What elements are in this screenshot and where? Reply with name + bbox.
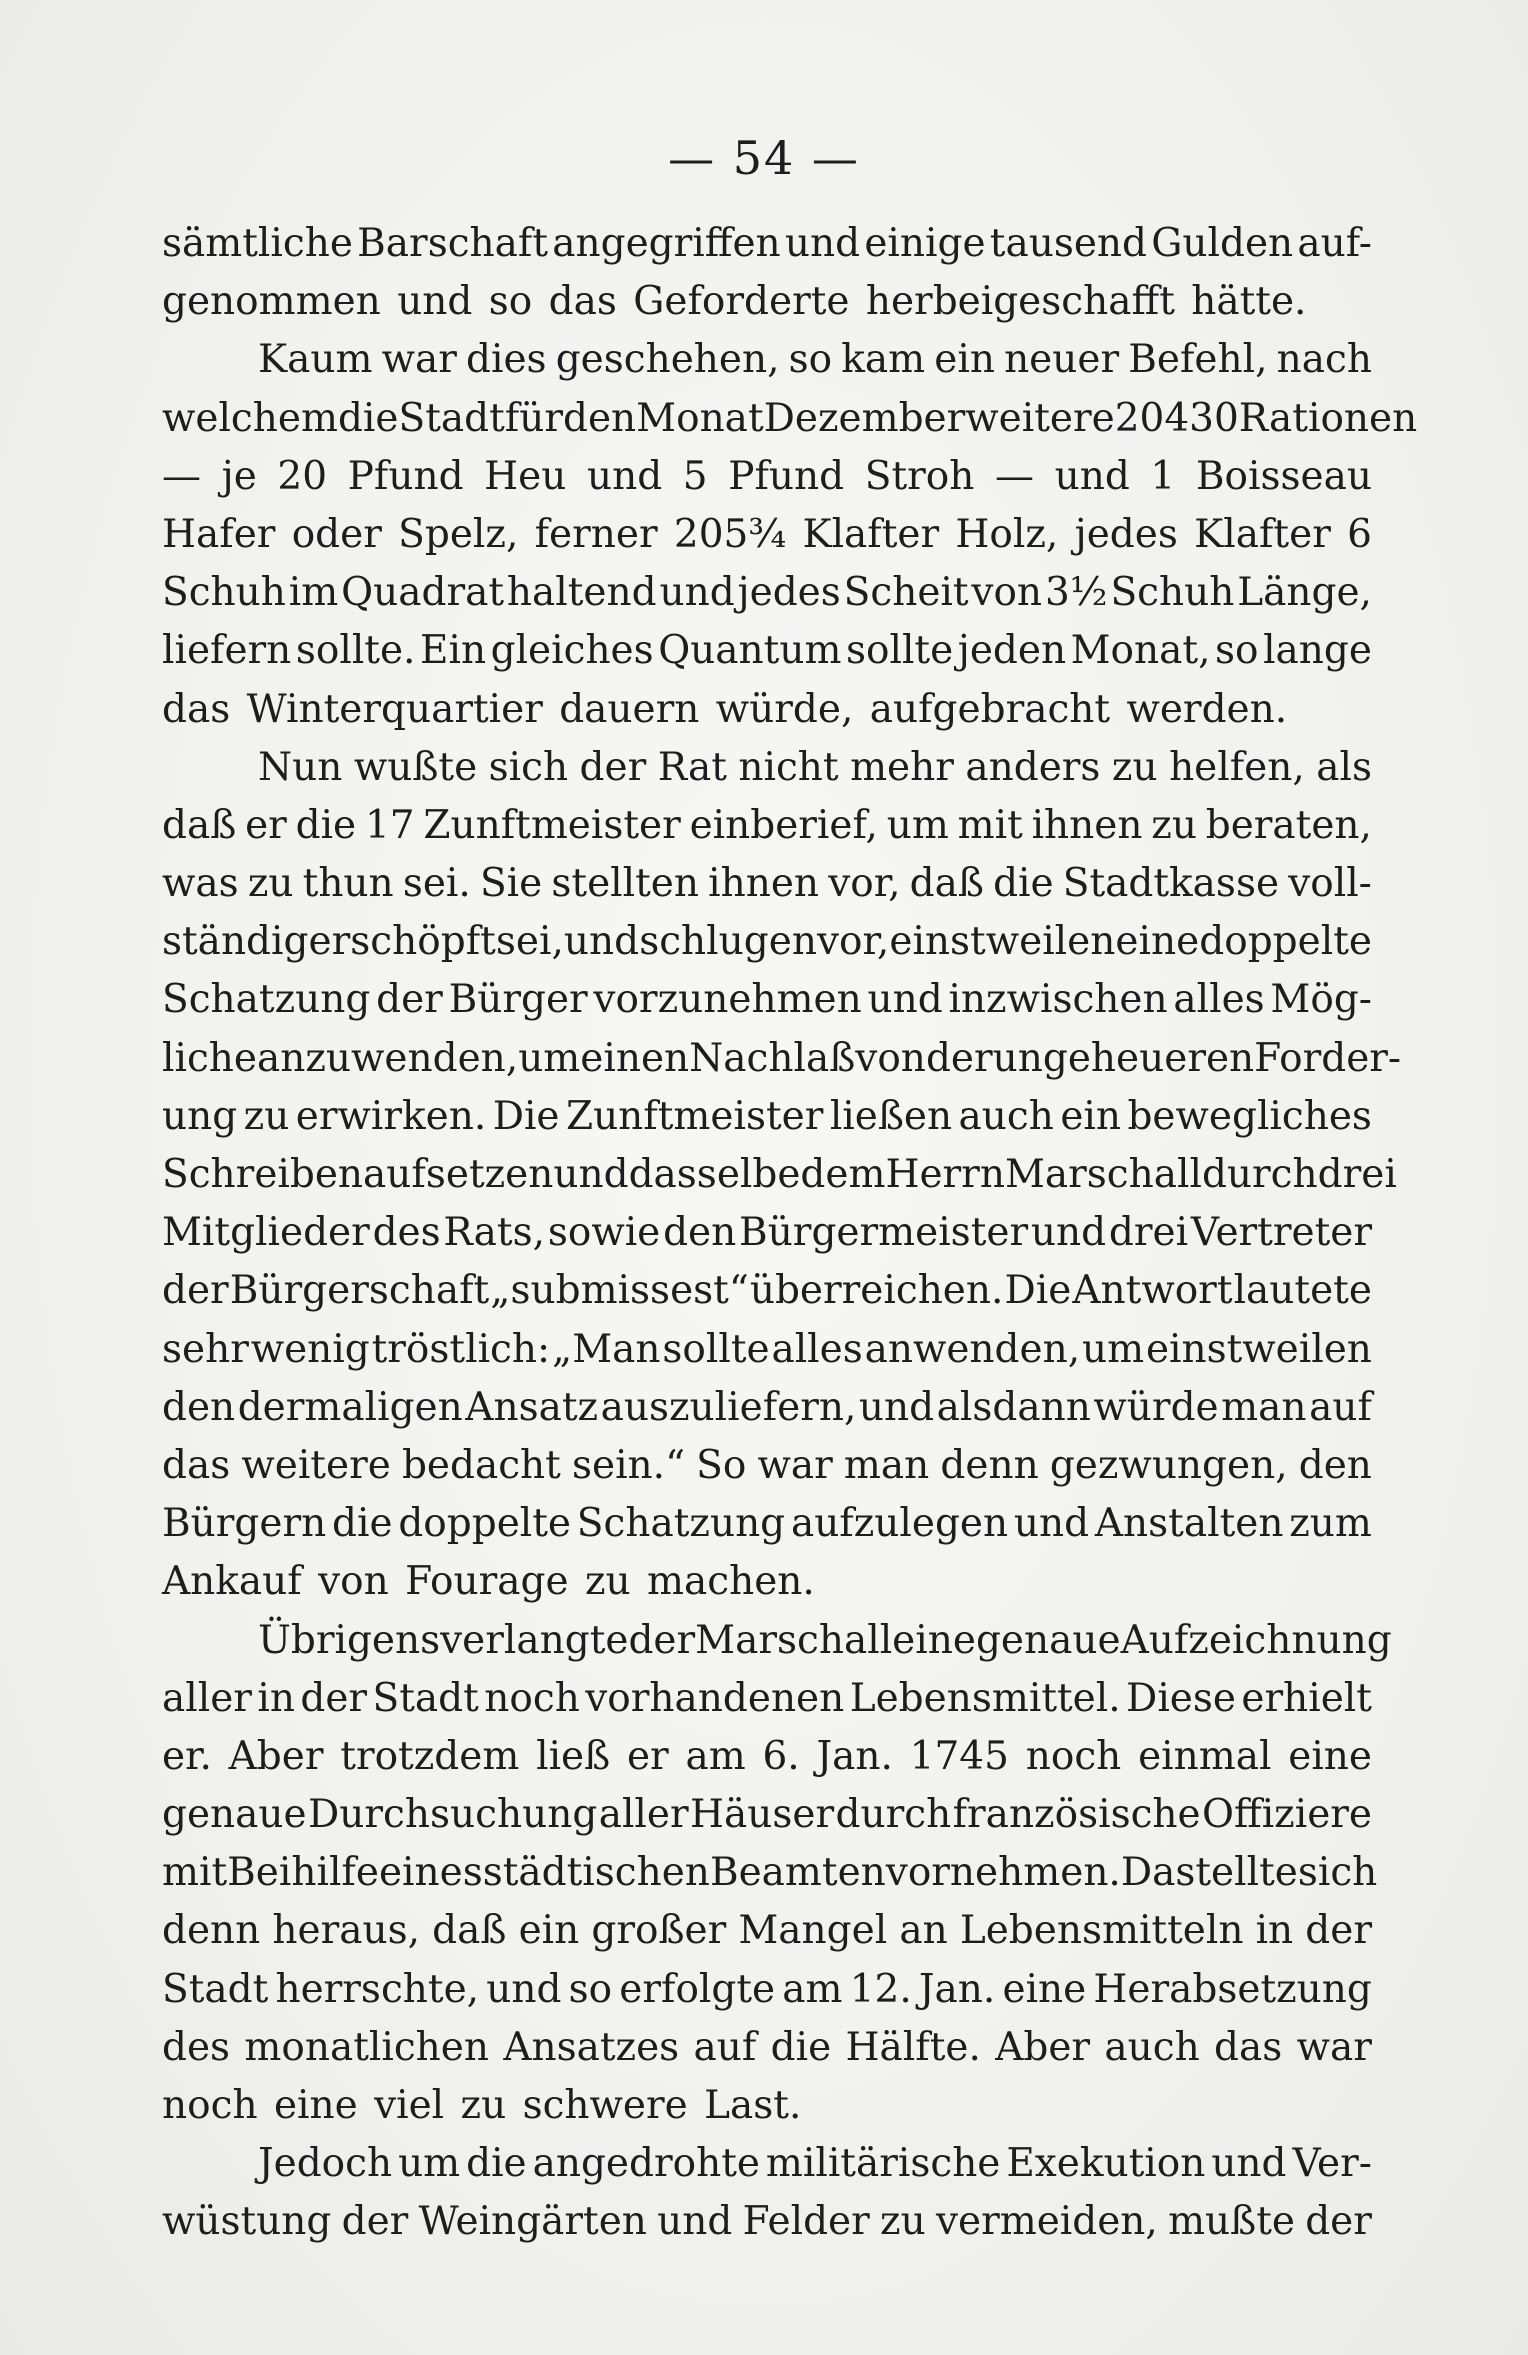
text-line: sämtliche Barschaft angegriffen und einige tausend Gulden auf-: [162, 221, 1372, 266]
text-line: Schuh im Quadrat haltend und jedes Scheit von 3½ Schuh Länge,: [162, 570, 1372, 616]
text-line: mit Beihilfe eines städtischen Beamten vornehmen. Da stellte sich: [162, 1850, 1378, 1896]
text-line: das weitere bedacht sein.“ So war man denn gezwungen, den: [162, 1442, 1372, 1488]
text-line: welchem die Stadt für den Monat Dezember weitere 20430 Rationen: [162, 395, 1418, 441]
text-line: noch eine viel zu schwere Last.: [162, 2083, 802, 2128]
text-line: ung zu erwirken. Die Zunftmeister ließen auch ein bewegliches: [162, 1093, 1372, 1139]
text-line: des monatlichen Ansatzes auf die Hälfte. Aber auch das war: [162, 2024, 1372, 2070]
text-line: Kaum war dies geschehen, so kam ein neuer Befehl, nach: [258, 337, 1372, 383]
text-line: den dermaligen Ansatz auszuliefern, und alsdann würde man auf: [162, 1384, 1372, 1430]
text-line: liefern sollte. Ein gleiches Quantum sollte jeden Monat, so lange: [162, 628, 1372, 674]
text-line: wüstung der Weingärten und Felder zu vermeiden, mußte der: [162, 2199, 1372, 2245]
text-line: Jedoch um die angedrohte militärische Exekution und Ver-: [258, 2141, 1372, 2187]
text-line: Stadt herrschte, und so erfolgte am 12. Jan. eine Herabsetzung: [162, 1966, 1372, 2012]
text-line: genaue Durchsuchung aller Häuser durch französische Offiziere: [162, 1792, 1372, 1838]
text-line: sehr wenig tröstlich: „Man sollte alles anwenden, um einstweilen: [162, 1326, 1372, 1372]
text-line: Mitglieder des Rats, sowie den Bürgermeister und drei Vertreter: [162, 1210, 1372, 1256]
text-line: Bürgern die doppelte Schatzung aufzulegen und Anstalten zum: [162, 1501, 1372, 1547]
text-line: daß er die 17 Zunftmeister einberief, um mit ihnen zu beraten,: [162, 802, 1372, 848]
text-line: das Winterquartier dauern würde, aufgebracht werden.: [162, 686, 1288, 732]
page-number: — 54 —: [668, 131, 860, 185]
text-line: Übrigens verlangte der Marschall eine genaue Aufzeichnung: [258, 1617, 1392, 1663]
text-line: der Bürgerschaft „submissest“ überreichen. Die Antwort lautete: [162, 1268, 1372, 1314]
text-line: denn heraus, daß ein großer Mangel an Lebensmitteln in der: [162, 1908, 1372, 1954]
text-line: aller in der Stadt noch vorhandenen Lebensmittel. Diese erhielt: [162, 1675, 1372, 1721]
text-line: Hafer oder Spelz, ferner 205¾ Klafter Holz, jedes Klafter 6: [162, 511, 1372, 557]
text-line: genommen und so das Geforderte herbeigeschafft hätte.: [162, 279, 1307, 325]
body-text: [162, 215, 1418, 2252]
text-line: Ankauf von Fourage zu machen.: [162, 1559, 815, 1605]
text-line: Nun wußte sich der Rat nicht mehr anders zu helfen, als: [258, 744, 1372, 790]
text-line: ständig erschöpft sei, und schlugen vor, einstweilen eine doppelte: [162, 919, 1372, 965]
text-line: — je 20 Pfund Heu und 5 Pfund Stroh — und 1 Boisseau: [162, 453, 1372, 499]
text-line: er. Aber trotzdem ließ er am 6. Jan. 1745 noch einmal eine: [162, 1733, 1372, 1779]
text-line: liche anzuwenden, um einen Nachlaß von der ungeheueren Forder-: [162, 1035, 1402, 1081]
text-line: was zu thun sei. Sie stellten ihnen vor, daß die Stadtkasse voll-: [162, 861, 1372, 907]
text-line: Schatzung der Bürger vorzunehmen und inzwischen alles Mög-: [162, 977, 1372, 1023]
text-line: Schreiben aufsetzen und dasselbe dem Herrn Marschall durch drei: [162, 1152, 1397, 1197]
